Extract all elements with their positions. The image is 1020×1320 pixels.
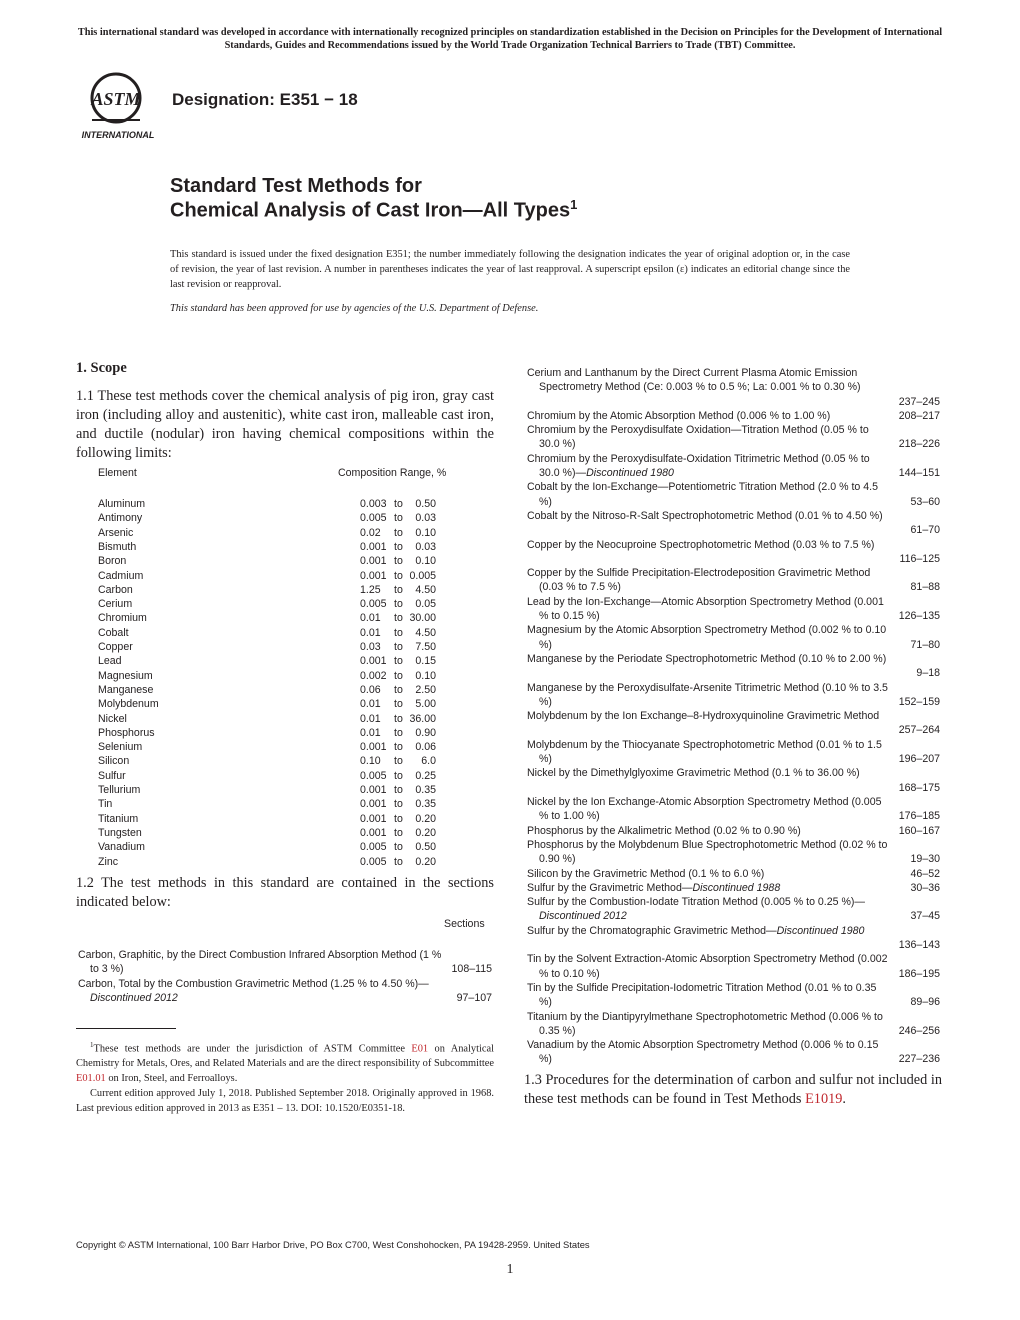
range-high: 0.10 xyxy=(415,669,436,682)
range-high: 0.10 xyxy=(415,526,436,539)
range-high: 0.35 xyxy=(415,784,436,796)
section-entry xyxy=(527,895,940,924)
section-entry-range: 46–52 xyxy=(910,867,940,880)
section-entry-range: 237–245 xyxy=(898,395,940,408)
section-entry-range: 30–36 xyxy=(910,881,940,894)
range-high: 2.50 xyxy=(415,683,436,696)
section-entry-title xyxy=(527,1010,890,1039)
section-entry-text: Molybdenum by the Thiocyanate Spectrophotometric Method (0.01 % to 1.5 %) xyxy=(527,738,882,766)
section-entry-title xyxy=(527,509,890,523)
paragraph-1-1: 1.1 These test methods cover the chemical analysis of pig iron, gray cast iron (including alloy and austenitic), white cast iron, malleable cast iron, and ductile (nodular) iron having chemical compositions within the following limits: xyxy=(76,388,494,461)
range-to: to xyxy=(394,626,403,639)
section-entry xyxy=(527,881,940,895)
composition-row xyxy=(76,670,494,684)
title-line-2-text: Chemical Analysis of Cast Iron—All Types xyxy=(170,199,571,222)
section-entry xyxy=(527,681,940,710)
range-high: 0.15 xyxy=(415,655,436,668)
range-low: 0.001 xyxy=(360,812,387,825)
range-high: 30.00 xyxy=(409,612,436,625)
section-entry-range: 246–256 xyxy=(898,1024,940,1037)
section-entry-text: Chromium by the Atomic Absorption Method (0.006 % to 1.00 %) xyxy=(527,409,831,422)
section-entry-range: 160–167 xyxy=(898,824,940,837)
range-high: 0.03 xyxy=(415,512,436,525)
section-entry-text: Copper by the Sulfide Precipitation-Electrodeposition Gravimetric Method (0.03 % to 7.5 %) xyxy=(527,567,871,594)
column-header-range: Composition Range, % xyxy=(338,467,447,479)
section-entry xyxy=(527,623,940,652)
section-entry-range: 81–88 xyxy=(910,581,940,594)
section-entry-text: Phosphorus by the Molybdenum Blue Spectrophotometric Method (0.02 % to 0.90 %) xyxy=(527,838,888,866)
section-entry-range: 116–125 xyxy=(899,552,940,565)
element-name: Manganese xyxy=(98,683,154,696)
composition-row xyxy=(76,798,494,812)
range-to: to xyxy=(394,526,403,539)
page-number: 1 xyxy=(506,1262,514,1277)
section-entry-range: 152–159 xyxy=(898,695,940,708)
section-entry-text: Tin by the Solvent Extraction-Atomic Absorption Spectrometry Method (0.002 % to 0.10 %) xyxy=(527,953,888,980)
section-entry-title xyxy=(527,838,890,867)
section-entry-range: 227–236 xyxy=(898,1053,940,1066)
section-entry xyxy=(527,366,940,409)
issued-statement: This standard is issued under the fixed designation E351; the number immediately following the designation indicates the year of original adoption or, in the case of revision, the year of last revision. A number in parentheses indicates the year of last reapproval. A superscript epsilon (ε) indicates an editorial change since the last revision or reapproval. xyxy=(170,249,850,290)
section-entry-text: Chromium by the Peroxydisulfate-Oxidation Titrimetric Method (0.05 % to 30.0 %)— xyxy=(527,452,870,480)
element-name: Sulfur xyxy=(98,769,126,782)
section-entry-range: 61–70 xyxy=(910,524,940,537)
section-entry xyxy=(527,924,940,953)
range-low: 0.005 xyxy=(360,841,387,854)
paragraph-1-3-text: 1.3 Procedures for the determination of carbon and sulfur not included in these test methods can be found in Test Methods xyxy=(524,1072,942,1107)
composition-row xyxy=(76,541,494,555)
section-entry-title xyxy=(527,595,890,624)
section-entry xyxy=(527,738,940,767)
section-entry-title xyxy=(527,366,890,395)
section-entry-range: 208–217 xyxy=(898,409,940,422)
range-to: to xyxy=(394,798,403,811)
element-name: Vanadium xyxy=(98,841,145,854)
composition-row xyxy=(76,770,494,784)
title-footnote-marker: 1 xyxy=(570,197,578,212)
range-low: 0.03 xyxy=(360,641,381,653)
section-entry-title xyxy=(527,623,890,652)
section-entry xyxy=(527,480,940,509)
section-entry-title xyxy=(527,423,890,452)
range-to: to xyxy=(394,741,403,754)
composition-row xyxy=(76,784,494,798)
range-high: 0.90 xyxy=(415,726,436,739)
section-entry-text: Manganese by the Peroxydisulfate-Arsenite Titrimetric Method (0.10 % to 3.5 %) xyxy=(527,681,888,708)
section-entry-range: 126–135 xyxy=(898,610,940,623)
range-high: 0.35 xyxy=(415,798,436,811)
composition-row xyxy=(76,598,494,612)
section-entry-range: 144–151 xyxy=(898,467,940,480)
footnote-text-1: These test methods are under the jurisdiction of ASTM Committee xyxy=(93,1043,412,1055)
element-name: Copper xyxy=(98,641,133,653)
designation: Designation: E351 − 18 xyxy=(172,90,358,109)
element-name: Cobalt xyxy=(98,626,129,639)
section-entry-range: 37–45 xyxy=(910,910,940,923)
section-entry-title xyxy=(527,1038,890,1067)
section-entry xyxy=(527,538,940,567)
footnote-rule xyxy=(76,1028,176,1029)
section-entry xyxy=(527,824,940,838)
section-entry-text: Carbon, Total by the Combustion Gravimetric Method (1.25 % to 4.50 %)— xyxy=(78,977,429,990)
section-entry xyxy=(527,409,940,423)
element-name: Antimony xyxy=(98,512,143,525)
dod-approval: This standard has been approved for use by agencies of the U.S. Department of Defense. xyxy=(170,303,539,314)
element-name: Magnesium xyxy=(98,669,153,682)
section-entry-status: Discontinued 1980 xyxy=(586,467,674,480)
element-name: Tellurium xyxy=(98,784,141,796)
footnote xyxy=(76,1038,494,1116)
section-entry-title xyxy=(527,924,890,938)
composition-row xyxy=(76,655,494,669)
section-entry-text: Molybdenum by the Ion Exchange–8-Hydroxyquinoline Gravimetric Method xyxy=(527,710,880,723)
range-to: to xyxy=(394,855,403,868)
section-entry-text: Cobalt by the Nitroso-R-Salt Spectrophotometric Method (0.01 % to 4.50 %) xyxy=(527,510,883,522)
element-name: Arsenic xyxy=(98,526,134,539)
element-name: Silicon xyxy=(98,755,130,768)
section-entry-range: 218–226 xyxy=(898,438,940,451)
section-entry-text: Titanium by the Diantipyrylmethane Spectrophotometric Method (0.006 % to 0.35 %) xyxy=(527,1010,883,1037)
element-name: Tin xyxy=(98,798,113,811)
section-entry xyxy=(527,766,940,795)
section-entry-text: Cobalt by the Ion-Exchange—Potentiometric Titration Method (2.0 % to 4.5 %) xyxy=(527,481,878,508)
link-e01-01[interactable]: E01.01 xyxy=(76,1073,106,1085)
section-entry-title xyxy=(527,895,890,924)
title-line-1: Standard Test Methods for xyxy=(170,175,422,197)
composition-row xyxy=(76,827,494,841)
section-entry xyxy=(527,1010,940,1039)
composition-row xyxy=(76,856,494,870)
section-entry-range: 19–30 xyxy=(910,853,940,866)
composition-table xyxy=(76,467,494,867)
range-to: to xyxy=(394,769,403,782)
section-entry-title xyxy=(527,480,890,509)
range-high: 0.06 xyxy=(415,741,436,754)
astm-logo xyxy=(76,72,160,144)
composition-row xyxy=(76,570,494,584)
range-low: 1.25 xyxy=(360,583,381,596)
range-low: 0.002 xyxy=(360,669,387,682)
element-name: Tungsten xyxy=(98,826,142,839)
section-entry-text: Carbon, Graphitic, by the Direct Combustion Infrared Absorption Method (1 % to 3 %) xyxy=(78,949,442,976)
range-low: 0.001 xyxy=(360,655,387,668)
element-name: Cadmium xyxy=(98,569,144,582)
element-name: Boron xyxy=(98,555,127,568)
tbt-notice xyxy=(70,26,950,52)
composition-row xyxy=(76,684,494,698)
section-entry-title xyxy=(527,824,890,838)
sections-list-left xyxy=(78,948,492,1008)
section-entry xyxy=(527,709,940,738)
range-low: 0.001 xyxy=(360,540,387,553)
section-entry-text: Phosphorus by the Alkalimetric Method (0.02 % to 0.90 %) xyxy=(527,824,801,837)
section-entry xyxy=(527,981,940,1010)
section-entry xyxy=(78,948,492,977)
section-entry-title xyxy=(527,881,890,895)
section-entry-text: Cerium and Lanthanum by the Direct Current Plasma Atomic Emission Spectrometry Method (Ce: 0.003 % to 0.5 %; La: 0.001 % to 0.30 %) xyxy=(527,367,861,394)
composition-row xyxy=(76,612,494,626)
range-high: 36.00 xyxy=(409,712,436,725)
section-entry-title xyxy=(78,948,442,977)
range-to: to xyxy=(394,583,403,596)
sections-list-right xyxy=(527,366,940,1066)
section-entry-title xyxy=(78,977,442,1006)
composition-row xyxy=(76,555,494,569)
paragraph-1-2: 1.2 The test methods in this standard are contained in the sections indicated below: xyxy=(76,875,494,910)
section-entry-range: 53–60 xyxy=(910,495,940,508)
range-to: to xyxy=(394,641,403,653)
section-entry xyxy=(527,867,940,881)
range-to: to xyxy=(394,655,403,668)
section-heading-scope: 1. Scope xyxy=(76,360,127,376)
composition-row xyxy=(76,841,494,855)
composition-row xyxy=(76,641,494,655)
range-high: 0.03 xyxy=(415,540,436,553)
section-entry-title xyxy=(527,795,890,824)
section-entry-text: Nickel by the Dimethylglyoxime Gravimetric Method (0.1 % to 36.00 %) xyxy=(527,767,860,780)
section-entry xyxy=(527,452,940,481)
section-entry xyxy=(527,566,940,595)
section-entry-title xyxy=(527,452,890,481)
range-to: to xyxy=(394,569,403,582)
section-entry-title xyxy=(527,981,890,1010)
range-high: 0.10 xyxy=(415,555,436,568)
section-entry-range: 196–207 xyxy=(898,753,940,766)
range-low: 0.005 xyxy=(360,769,387,782)
range-high: 0.20 xyxy=(415,855,436,868)
range-low: 0.001 xyxy=(360,741,387,754)
element-name: Chromium xyxy=(98,612,147,625)
range-to: to xyxy=(394,826,403,839)
section-entry-text: Sulfur by the Chromatographic Gravimetric Method— xyxy=(527,924,777,937)
section-entry-title xyxy=(527,867,890,881)
element-name: Lead xyxy=(98,655,122,668)
section-entry-range: 257–264 xyxy=(898,724,940,737)
section-entry-title xyxy=(527,566,890,595)
section-entry-text: Sulfur by the Gravimetric Method— xyxy=(527,881,693,894)
range-high: 0.25 xyxy=(415,769,436,782)
column-header-element: Element xyxy=(98,467,137,479)
element-name: Phosphorus xyxy=(98,726,155,739)
range-high: 4.50 xyxy=(415,583,436,596)
composition-row xyxy=(76,755,494,769)
copyright-line: Copyright © ASTM International, 100 Barr Harbor Drive, PO Box C700, West Conshohocken, PA 19428-2959. United States xyxy=(76,1239,590,1250)
title-line-2 xyxy=(170,197,577,223)
section-entry xyxy=(527,838,940,867)
link-e1019[interactable]: E1019 xyxy=(805,1091,843,1107)
range-high: 0.20 xyxy=(415,826,436,839)
section-entry xyxy=(527,795,940,824)
section-entry xyxy=(527,509,940,538)
range-high: 0.005 xyxy=(409,569,436,582)
range-to: to xyxy=(394,669,403,682)
range-low: 0.001 xyxy=(360,784,387,796)
section-entry-status: Discontinued 1988 xyxy=(692,881,781,894)
range-high: 4.50 xyxy=(415,626,436,639)
range-low: 0.01 xyxy=(360,626,381,639)
range-to: to xyxy=(394,812,403,825)
range-low: 0.01 xyxy=(360,698,381,711)
section-entry-title xyxy=(527,409,890,423)
section-entry-range: 89–96 xyxy=(910,996,940,1009)
range-to: to xyxy=(394,498,403,510)
range-high: 7.50 xyxy=(415,641,436,653)
range-high: 5.00 xyxy=(415,698,436,711)
tbt-notice-text: This international standard was developed in accordance with internationally recognized principles on standardization established in the Decision on Principles for the Development of International Standards, Guides and Recommendations issued by the World Trade Organization Technical Barriers to Trade (TBT) Committee. xyxy=(77,27,943,51)
range-low: 0.003 xyxy=(360,498,387,510)
section-entry-text: Magnesium by the Atomic Absorption Spectrometry Method (0.002 % to 0.10 %) xyxy=(527,624,887,651)
range-to: to xyxy=(394,784,403,796)
section-entry-text: Chromium by the Peroxydisulfate Oxidation—Titration Method (0.05 % to 30.0 %) xyxy=(527,424,869,451)
composition-row xyxy=(76,498,494,512)
element-name: Aluminum xyxy=(98,498,146,510)
section-entry-range: 108–115 xyxy=(451,963,492,976)
link-e01[interactable]: E01 xyxy=(411,1043,429,1055)
footnote-text-3: on Iron, Steel, and Ferroalloys. xyxy=(105,1073,238,1085)
composition-row xyxy=(76,527,494,541)
element-name: Nickel xyxy=(98,712,127,725)
range-high: 6.0 xyxy=(421,755,436,768)
element-name: Bismuth xyxy=(98,540,137,553)
footnote-marker: 1 xyxy=(90,1041,94,1049)
range-low: 0.10 xyxy=(360,755,381,768)
range-to: to xyxy=(394,555,403,568)
section-entry-range: 97–107 xyxy=(456,991,492,1004)
paragraph-1-3-end: . xyxy=(842,1091,846,1107)
range-to: to xyxy=(394,512,403,525)
section-entry-text: Tin by the Sulfide Precipitation-Iodometric Titration Method (0.01 % to 0.35 %) xyxy=(527,981,877,1009)
section-entry-title xyxy=(527,652,890,666)
composition-row xyxy=(76,584,494,598)
composition-row xyxy=(76,741,494,755)
section-entry xyxy=(527,423,940,452)
section-entry-range: 168–175 xyxy=(898,781,940,794)
range-to: to xyxy=(394,598,403,611)
range-low: 0.005 xyxy=(360,855,387,868)
range-to: to xyxy=(394,683,403,696)
sections-column-header: Sections xyxy=(444,918,485,930)
element-name: Selenium xyxy=(98,741,143,754)
section-entry-range: 186–195 xyxy=(898,967,940,980)
section-entry-title xyxy=(527,709,890,723)
range-high: 0.50 xyxy=(415,498,436,510)
range-low: 0.02 xyxy=(360,526,381,539)
section-entry-title xyxy=(527,538,890,552)
section-entry xyxy=(527,1038,940,1067)
range-to: to xyxy=(394,698,403,711)
section-entry-text: Vanadium by the Atomic Absorption Spectrometry Method (0.006 % to 0.15 %) xyxy=(527,1039,879,1066)
section-entry-range: 136–143 xyxy=(898,938,940,951)
range-to: to xyxy=(394,841,403,854)
section-entry-title xyxy=(527,738,890,767)
composition-row xyxy=(76,813,494,827)
section-entry xyxy=(527,952,940,981)
section-entry-text: Sulfur by the Combustion-Iodate Titration Method (0.005 % to 0.25 %)— xyxy=(527,896,866,909)
section-entry xyxy=(527,595,940,624)
range-low: 0.06 xyxy=(360,683,381,696)
section-entry-text: Nickel by the Ion Exchange-Atomic Absorption Spectrometry Method (0.005 % to 1.00 %) xyxy=(527,796,882,823)
section-entry-status: Discontinued 1980 xyxy=(776,924,865,937)
section-entry-text: Silicon by the Gravimetric Method (0.1 % to 6.0 %) xyxy=(527,867,765,880)
section-entry-status: Discontinued 2012 xyxy=(90,991,178,1004)
footnote-1 xyxy=(76,1038,494,1086)
element-name: Zinc xyxy=(98,855,119,868)
range-low: 0.01 xyxy=(360,726,381,739)
section-entry-title xyxy=(527,681,890,710)
range-low: 0.001 xyxy=(360,555,387,568)
range-high: 0.20 xyxy=(415,812,436,825)
range-low: 0.005 xyxy=(360,512,387,525)
section-entry-text: Manganese by the Periodate Spectrophotometric Method (0.10 % to 2.00 %) xyxy=(527,653,887,665)
range-to: to xyxy=(394,540,403,553)
section-entry-text: Copper by the Neocuproine Spectrophotometric Method (0.03 % to 7.5 %) xyxy=(527,538,875,551)
range-low: 0.001 xyxy=(360,798,387,811)
range-low: 0.001 xyxy=(360,826,387,839)
section-entry xyxy=(78,977,492,1006)
range-to: to xyxy=(394,726,403,739)
section-entry-text: Lead by the Ion-Exchange—Atomic Absorption Spectrometry Method (0.001 % to 0.15 %) xyxy=(527,595,884,623)
composition-row xyxy=(76,698,494,712)
composition-row xyxy=(76,727,494,741)
section-entry-range: 176–185 xyxy=(898,810,940,823)
range-to: to xyxy=(394,612,403,625)
paragraph-1-3 xyxy=(524,1071,942,1109)
range-low: 0.01 xyxy=(360,612,381,625)
section-entry-range: 71–80 xyxy=(910,638,940,651)
range-low: 0.001 xyxy=(360,569,387,582)
range-to: to xyxy=(394,712,403,725)
range-high: 0.50 xyxy=(415,841,436,854)
composition-row xyxy=(76,512,494,526)
element-name: Molybdenum xyxy=(98,698,159,711)
section-entry-title xyxy=(527,952,890,981)
section-entry-range: 9–18 xyxy=(916,667,940,680)
element-name: Cerium xyxy=(98,598,133,611)
range-low: 0.005 xyxy=(360,598,387,611)
section-entry-title xyxy=(527,766,890,780)
range-to: to xyxy=(394,755,403,768)
astm-logo-top-text: ASTM xyxy=(91,89,141,109)
element-name: Titanium xyxy=(98,812,139,825)
footnote-text-2: on Analytical Chemistry for Metals, Ores, and Related Materials and are the direct responsibility of Subcommittee xyxy=(76,1043,495,1070)
composition-row xyxy=(76,713,494,727)
astm-logo-bottom-text: INTERNATIONAL xyxy=(81,130,155,140)
range-low: 0.01 xyxy=(360,712,381,725)
composition-row xyxy=(76,627,494,641)
astm-logo-mark xyxy=(90,74,141,122)
range-high: 0.05 xyxy=(415,598,436,611)
section-entry-status: Discontinued 2012 xyxy=(539,910,627,923)
current-edition-note: Current edition approved July 1, 2018. Published September 2018. Originally approved in 1968. Last previous edition approved in 2013 as E351 – 13. DOI: 10.1520/E0351-18. xyxy=(76,1088,494,1115)
element-name: Carbon xyxy=(98,583,133,596)
section-entry xyxy=(527,652,940,681)
